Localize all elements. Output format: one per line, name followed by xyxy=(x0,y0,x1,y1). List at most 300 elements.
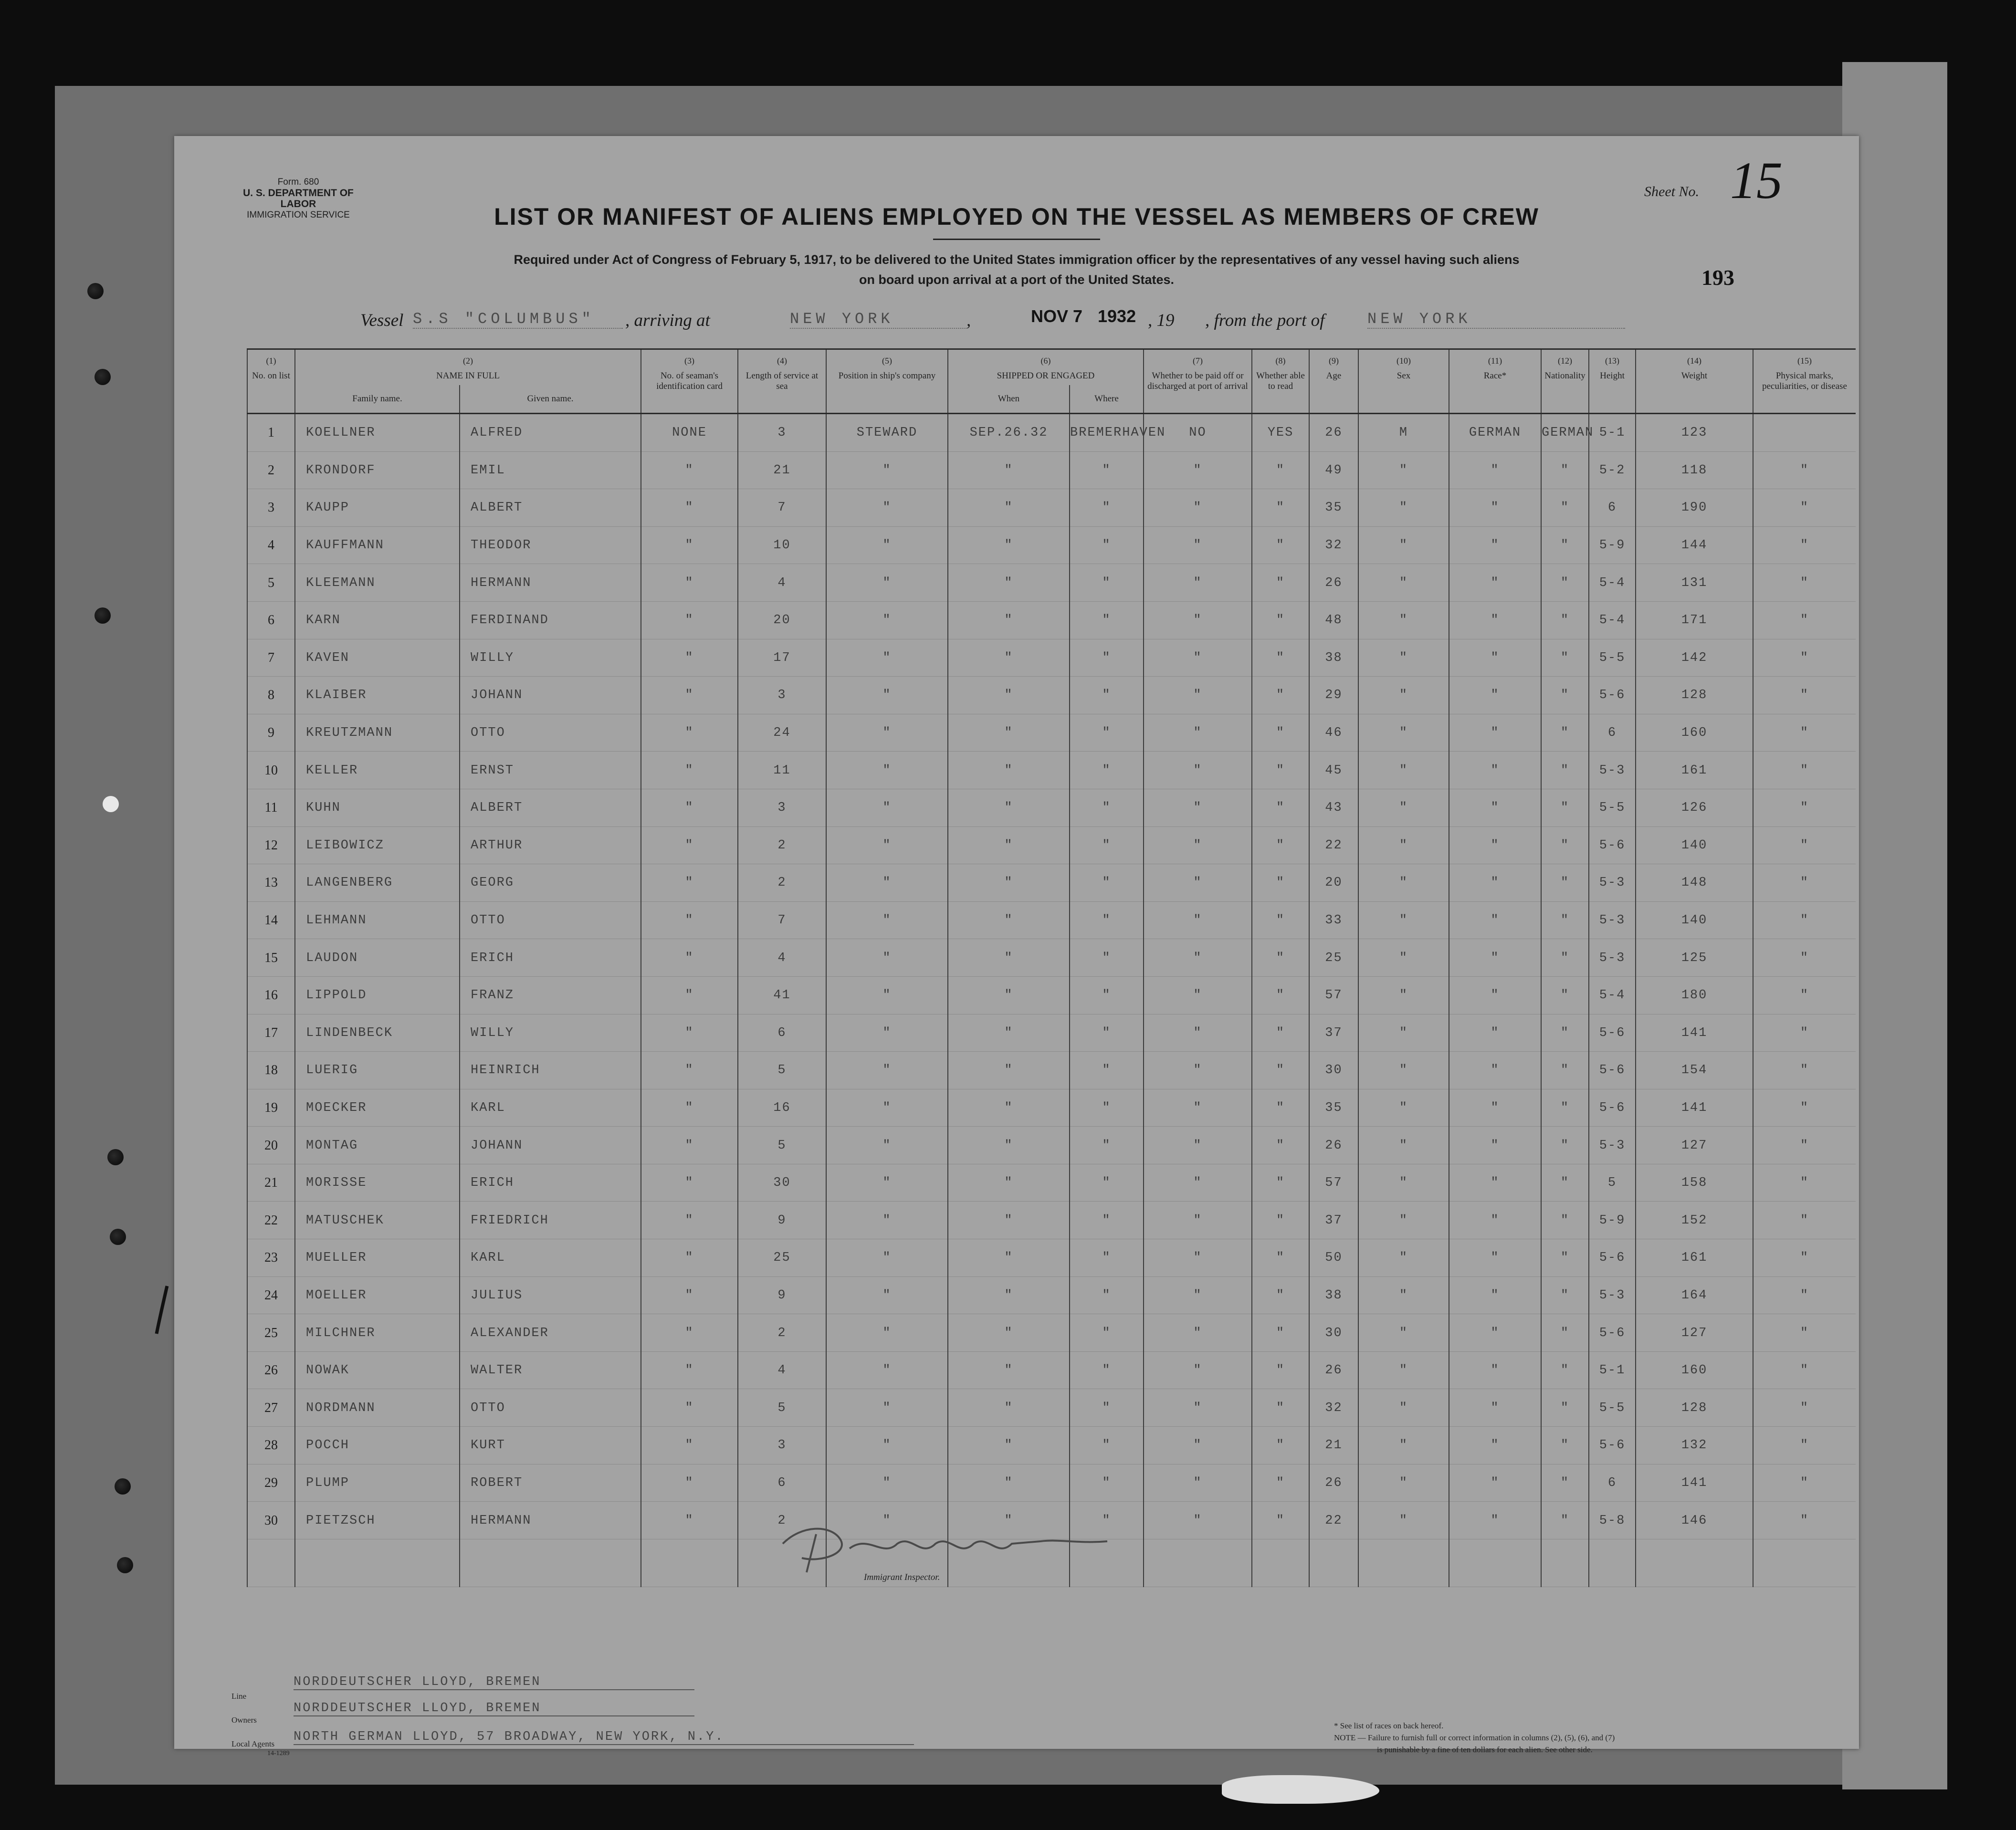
shipped-where-cell: " xyxy=(1070,864,1144,902)
blank-cell xyxy=(1309,1539,1358,1587)
id-card-cell: " xyxy=(641,1277,738,1315)
shipped-where-cell: " xyxy=(1070,902,1144,940)
family-name-cell: KARN xyxy=(295,602,460,639)
family-name-cell: LANGENBERG xyxy=(295,864,460,902)
shipped-when-cell: " xyxy=(948,1052,1070,1089)
sex-cell: " xyxy=(1358,977,1449,1014)
paid-off-cell: " xyxy=(1144,827,1252,865)
sex-cell: " xyxy=(1358,489,1449,527)
binder-hole xyxy=(117,1557,133,1573)
shipped-where-cell: " xyxy=(1070,977,1144,1014)
able-to-read-cell: " xyxy=(1252,1502,1309,1539)
shipped-where-cell: " xyxy=(1070,752,1144,789)
able-to-read-cell: " xyxy=(1252,1127,1309,1164)
length-of-service-cell: 3 xyxy=(738,677,826,714)
weight-cell: 141 xyxy=(1636,1464,1753,1502)
age-cell: 26 xyxy=(1309,564,1358,602)
age-cell: 30 xyxy=(1309,1052,1358,1089)
column-number: (12) xyxy=(1541,349,1589,367)
weight-cell: 126 xyxy=(1636,789,1753,827)
table-row xyxy=(247,452,1856,490)
sex-cell: " xyxy=(1358,1502,1449,1539)
height-cell: 5-4 xyxy=(1589,602,1636,639)
row-number-cell: 11 xyxy=(247,789,295,827)
physical-marks-cell xyxy=(1753,414,1856,452)
shipped-where-cell: " xyxy=(1070,714,1144,752)
table-row xyxy=(247,1202,1856,1239)
given-name-cell: ALBERT xyxy=(460,789,641,827)
length-of-service-cell: 24 xyxy=(738,714,826,752)
position-cell: STEWARD xyxy=(826,414,948,452)
table-row xyxy=(247,1052,1856,1089)
paid-off-cell: " xyxy=(1144,564,1252,602)
id-card-cell: " xyxy=(641,789,738,827)
table-row xyxy=(247,527,1856,565)
paid-off-cell: " xyxy=(1144,1427,1252,1464)
height-cell: 5 xyxy=(1589,1164,1636,1202)
table-row xyxy=(247,564,1856,602)
able-to-read-cell: " xyxy=(1252,789,1309,827)
height-cell: 5-2 xyxy=(1589,452,1636,490)
blank-cell xyxy=(641,1539,738,1587)
length-of-service-cell: 4 xyxy=(738,564,826,602)
nationality-cell: " xyxy=(1541,864,1589,902)
shipped-when-cell: " xyxy=(948,977,1070,1014)
title-rule xyxy=(933,239,1100,240)
sex-cell: " xyxy=(1358,564,1449,602)
age-cell: 35 xyxy=(1309,1089,1358,1127)
given-name-cell: KARL xyxy=(460,1239,641,1277)
height-cell: 5-4 xyxy=(1589,564,1636,602)
shipped-when-cell: " xyxy=(948,939,1070,977)
id-card-cell: " xyxy=(641,1352,738,1390)
paid-off-cell: " xyxy=(1144,977,1252,1014)
paid-off-cell: " xyxy=(1144,939,1252,977)
shipped-when-cell: " xyxy=(948,1014,1070,1052)
blank-cell xyxy=(247,1539,295,1587)
weight-cell: 140 xyxy=(1636,902,1753,940)
position-cell: " xyxy=(826,602,948,639)
length-of-service-cell: 9 xyxy=(738,1202,826,1239)
race-cell: " xyxy=(1449,1239,1541,1277)
length-of-service-cell: 5 xyxy=(738,1052,826,1089)
row-number-cell: 27 xyxy=(247,1389,295,1427)
shipped-when-cell: " xyxy=(948,1502,1070,1539)
physical-marks-cell: " xyxy=(1753,714,1856,752)
table-row xyxy=(247,977,1856,1014)
given-name-cell: OTTO xyxy=(460,1389,641,1427)
table-row xyxy=(247,1164,1856,1202)
nationality-cell: " xyxy=(1541,1502,1589,1539)
sex-cell: " xyxy=(1358,1202,1449,1239)
family-name-cell: PIETZSCH xyxy=(295,1502,460,1539)
line-value: NORDDEUTSCHER LLOYD, BREMEN xyxy=(294,1675,694,1690)
length-of-service-cell: 10 xyxy=(738,527,826,565)
row-number-cell: 9 xyxy=(247,714,295,752)
shipped-when-cell: SEP.26.32 xyxy=(948,414,1070,452)
height-cell: 5-6 xyxy=(1589,1014,1636,1052)
length-of-service-cell: 11 xyxy=(738,752,826,789)
physical-marks-cell: " xyxy=(1753,1014,1856,1052)
nationality-cell: " xyxy=(1541,1164,1589,1202)
document-subtitle xyxy=(379,250,1654,290)
department-name: U. S. DEPARTMENT OF LABOR xyxy=(243,188,354,209)
table-row xyxy=(247,1239,1856,1277)
vessel-name: S.S "COLUMBUS" xyxy=(413,310,623,329)
blank-cell xyxy=(1449,1539,1541,1587)
height-cell: 5-5 xyxy=(1589,639,1636,677)
from-port-label: , from the port of xyxy=(1205,311,1325,330)
length-of-service-cell: 4 xyxy=(738,939,826,977)
weight-cell: 160 xyxy=(1636,714,1753,752)
age-cell: 57 xyxy=(1309,1164,1358,1202)
id-card-cell: " xyxy=(641,639,738,677)
form-code: 14-1289 xyxy=(267,1750,290,1757)
table-row xyxy=(247,902,1856,940)
column-number: (10) xyxy=(1358,349,1449,367)
race-cell: " xyxy=(1449,1464,1541,1502)
height-cell: 5-6 xyxy=(1589,1089,1636,1127)
family-name-cell: MATUSCHEK xyxy=(295,1202,460,1239)
position-cell: " xyxy=(826,752,948,789)
row-number-cell: 12 xyxy=(247,827,295,865)
row-number-cell: 2 xyxy=(247,452,295,490)
family-name-cell: LUERIG xyxy=(295,1052,460,1089)
header-height: Height xyxy=(1589,367,1636,414)
race-cell: " xyxy=(1449,489,1541,527)
paid-off-cell: " xyxy=(1144,1389,1252,1427)
nationality-cell: " xyxy=(1541,452,1589,490)
shipped-where-cell: BREMERHAVEN xyxy=(1070,414,1144,452)
length-of-service-cell: 17 xyxy=(738,639,826,677)
shipped-when-cell: " xyxy=(948,789,1070,827)
shipped-when-cell: " xyxy=(948,1314,1070,1352)
manifest-sheet xyxy=(174,136,1859,1757)
sex-cell: " xyxy=(1358,1427,1449,1464)
sex-cell: " xyxy=(1358,1314,1449,1352)
length-of-service-cell: 6 xyxy=(738,1014,826,1052)
able-to-read-cell: " xyxy=(1252,977,1309,1014)
id-card-cell: " xyxy=(641,1427,738,1464)
physical-marks-cell: " xyxy=(1753,489,1856,527)
arriving-port: NEW YORK xyxy=(790,310,966,329)
id-card-cell: " xyxy=(641,677,738,714)
age-cell: 20 xyxy=(1309,864,1358,902)
family-name-cell: NORDMANN xyxy=(295,1389,460,1427)
shipped-when-cell: " xyxy=(948,827,1070,865)
nationality-cell: " xyxy=(1541,564,1589,602)
header-shipped-or-engaged: SHIPPED OR ENGAGED xyxy=(948,367,1144,385)
shipped-where-cell: " xyxy=(1070,677,1144,714)
paid-off-cell: " xyxy=(1144,1089,1252,1127)
row-number-cell: 28 xyxy=(247,1427,295,1464)
header-no-on-list: No. on list xyxy=(247,367,295,414)
length-of-service-cell: 5 xyxy=(738,1127,826,1164)
height-cell: 5-5 xyxy=(1589,1389,1636,1427)
local-agents-value: NORTH GERMAN LLOYD, 57 BROADWAY, NEW YORK, N.Y. xyxy=(294,1730,914,1745)
family-name-cell: NOWAK xyxy=(295,1352,460,1390)
nationality-cell: " xyxy=(1541,1389,1589,1427)
length-of-service-cell: 21 xyxy=(738,452,826,490)
position-cell: " xyxy=(826,1314,948,1352)
local-agents-label: Local Agents xyxy=(231,1739,275,1748)
family-name-cell: KLEEMANN xyxy=(295,564,460,602)
id-card-cell: " xyxy=(641,489,738,527)
physical-marks-cell: " xyxy=(1753,789,1856,827)
weight-cell: 190 xyxy=(1636,489,1753,527)
family-name-cell: MONTAG xyxy=(295,1127,460,1164)
weight-cell: 171 xyxy=(1636,602,1753,639)
table-row xyxy=(247,1389,1856,1427)
able-to-read-cell: " xyxy=(1252,1389,1309,1427)
sex-cell: " xyxy=(1358,939,1449,977)
age-cell: 29 xyxy=(1309,677,1358,714)
height-cell: 5-3 xyxy=(1589,1127,1636,1164)
row-number-cell: 29 xyxy=(247,1464,295,1502)
physical-marks-cell: " xyxy=(1753,1352,1856,1390)
paid-off-cell: " xyxy=(1144,1314,1252,1352)
nationality-cell: " xyxy=(1541,1202,1589,1239)
family-name-cell: KREUTZMANN xyxy=(295,714,460,752)
sex-cell: " xyxy=(1358,1277,1449,1315)
sex-cell: " xyxy=(1358,1239,1449,1277)
age-cell: 35 xyxy=(1309,489,1358,527)
column-number: (7) xyxy=(1144,349,1252,367)
header-age: Age xyxy=(1309,367,1358,414)
row-number-cell: 10 xyxy=(247,752,295,789)
id-card-cell: " xyxy=(641,1464,738,1502)
table-row xyxy=(247,827,1856,865)
able-to-read-cell: " xyxy=(1252,602,1309,639)
line-label: Line xyxy=(231,1692,247,1701)
sex-cell: " xyxy=(1358,752,1449,789)
margin-pen-mark xyxy=(153,1284,172,1336)
id-card-cell: NONE xyxy=(641,414,738,452)
shipped-when-cell: " xyxy=(948,752,1070,789)
position-cell: " xyxy=(826,452,948,490)
given-name-cell: JOHANN xyxy=(460,1127,641,1164)
arrival-year: 1932 xyxy=(1098,306,1136,326)
form-number: Form. 680 xyxy=(277,177,319,187)
subtitle-line-1: Required under Act of Congress of February 5, 1917, to be delivered to the United States immigration officer by the representatives of any vessel having such aliens xyxy=(514,252,1520,267)
column-number: (4) xyxy=(738,349,826,367)
physical-marks-cell: " xyxy=(1753,1502,1856,1539)
weight-cell: 132 xyxy=(1636,1427,1753,1464)
row-number-cell: 19 xyxy=(247,1089,295,1127)
shipped-where-cell: " xyxy=(1070,1014,1144,1052)
length-of-service-cell: 2 xyxy=(738,1314,826,1352)
physical-marks-cell: " xyxy=(1753,1089,1856,1127)
age-cell: 46 xyxy=(1309,714,1358,752)
shipped-when-cell: " xyxy=(948,1127,1070,1164)
physical-marks-cell: " xyxy=(1753,1202,1856,1239)
row-number-cell: 6 xyxy=(247,602,295,639)
nationality-cell: " xyxy=(1541,977,1589,1014)
races-note: * See list of races on back hereof. xyxy=(1334,1721,1444,1730)
sex-cell: " xyxy=(1358,714,1449,752)
age-cell: 37 xyxy=(1309,1202,1358,1239)
binder-hole xyxy=(94,369,111,385)
position-cell: " xyxy=(826,939,948,977)
table-row xyxy=(247,1464,1856,1502)
weight-cell: 141 xyxy=(1636,1089,1753,1127)
length-of-service-cell: 16 xyxy=(738,1089,826,1127)
age-cell: 30 xyxy=(1309,1314,1358,1352)
header-family-name: Family name. xyxy=(295,385,460,414)
age-cell: 26 xyxy=(1309,1352,1358,1390)
column-number: (9) xyxy=(1309,349,1358,367)
race-cell: " xyxy=(1449,939,1541,977)
header-name-in-full: NAME IN FULL xyxy=(295,367,641,385)
fine-note-line-2: is punishable by a fine of ten dollars for each alien. See other side. xyxy=(1377,1745,1593,1754)
shipped-when-cell: " xyxy=(948,1277,1070,1315)
column-number: (1) xyxy=(247,349,295,367)
arrival-date: NOV 7 xyxy=(1031,306,1083,326)
shipped-where-cell: " xyxy=(1070,1389,1144,1427)
nationality-cell: " xyxy=(1541,1427,1589,1464)
weight-cell: 144 xyxy=(1636,527,1753,565)
race-cell: " xyxy=(1449,1352,1541,1390)
row-number-cell: 18 xyxy=(247,1052,295,1089)
nationality-cell: " xyxy=(1541,789,1589,827)
shipped-when-cell: " xyxy=(948,1427,1070,1464)
length-of-service-cell: 20 xyxy=(738,602,826,639)
crew-rows xyxy=(247,414,1856,1587)
row-number-cell: 24 xyxy=(247,1277,295,1315)
given-name-cell: KURT xyxy=(460,1427,641,1464)
length-of-service-cell: 41 xyxy=(738,977,826,1014)
column-number: (6) xyxy=(948,349,1144,367)
owners-value: NORDDEUTSCHER LLOYD, BREMEN xyxy=(294,1701,694,1716)
family-name-cell: KELLER xyxy=(295,752,460,789)
sex-cell: " xyxy=(1358,902,1449,940)
sex-cell: " xyxy=(1358,827,1449,865)
id-card-cell: " xyxy=(641,714,738,752)
row-number-cell: 21 xyxy=(247,1164,295,1202)
age-cell: 32 xyxy=(1309,527,1358,565)
document-title: LIST OR MANIFEST OF ALIENS EMPLOYED ON THE VESSEL AS MEMBERS OF CREW xyxy=(494,203,1539,230)
weight-cell: 146 xyxy=(1636,1502,1753,1539)
family-name-cell: POCCH xyxy=(295,1427,460,1464)
given-name-cell: WILLY xyxy=(460,639,641,677)
height-cell: 5-5 xyxy=(1589,789,1636,827)
blank-cell xyxy=(460,1539,641,1587)
physical-marks-cell: " xyxy=(1753,1164,1856,1202)
fine-note-line-1: NOTE — Failure to furnish full or correct information in columns (2), (5), (6), and (7) xyxy=(1334,1733,1615,1742)
position-cell: " xyxy=(826,1277,948,1315)
inspector-signature xyxy=(773,1515,1117,1577)
shipped-where-cell: " xyxy=(1070,602,1144,639)
header-able-to-read: Whether able to read xyxy=(1252,367,1309,414)
height-cell: 5-6 xyxy=(1589,1427,1636,1464)
physical-marks-cell: " xyxy=(1753,1052,1856,1089)
shipped-when-cell: " xyxy=(948,602,1070,639)
able-to-read-cell: " xyxy=(1252,1352,1309,1390)
blank-cell xyxy=(1144,1539,1252,1587)
binder-hole xyxy=(110,1229,126,1245)
sex-cell: " xyxy=(1358,1127,1449,1164)
binder-hole xyxy=(107,1149,124,1165)
shipped-when-cell: " xyxy=(948,564,1070,602)
age-cell: 48 xyxy=(1309,602,1358,639)
sex-cell: " xyxy=(1358,1164,1449,1202)
weight-cell: 141 xyxy=(1636,1014,1753,1052)
table-row xyxy=(247,639,1856,677)
table-row xyxy=(247,864,1856,902)
id-card-cell: " xyxy=(641,752,738,789)
able-to-read-cell: " xyxy=(1252,864,1309,902)
able-to-read-cell: " xyxy=(1252,1089,1309,1127)
comma: , xyxy=(966,311,971,330)
id-card-cell: " xyxy=(641,602,738,639)
weight-cell: 140 xyxy=(1636,827,1753,865)
header-paid-off: Whether to be paid off or discharged at port of arrival xyxy=(1144,367,1252,414)
sex-cell: " xyxy=(1358,1052,1449,1089)
shipped-where-cell: " xyxy=(1070,1352,1144,1390)
nationality-cell: " xyxy=(1541,639,1589,677)
row-number-cell: 15 xyxy=(247,939,295,977)
position-cell: " xyxy=(826,1127,948,1164)
family-name-cell: KRONDORF xyxy=(295,452,460,490)
sex-cell: M xyxy=(1358,414,1449,452)
column-number: (3) xyxy=(641,349,738,367)
given-name-cell: ARTHUR xyxy=(460,827,641,865)
century-label: , 19 xyxy=(1148,311,1175,330)
shipped-when-cell: " xyxy=(948,1389,1070,1427)
id-card-cell: " xyxy=(641,1089,738,1127)
nationality-cell: " xyxy=(1541,1014,1589,1052)
height-cell: 5-1 xyxy=(1589,1352,1636,1390)
header-physical-marks: Physical marks, peculiarities, or disease xyxy=(1753,367,1856,414)
sex-cell: " xyxy=(1358,789,1449,827)
id-card-cell: " xyxy=(641,1239,738,1277)
given-name-cell: FERDINAND xyxy=(460,602,641,639)
able-to-read-cell: " xyxy=(1252,1277,1309,1315)
from-port: NEW YORK xyxy=(1367,310,1625,329)
paid-off-cell: " xyxy=(1144,752,1252,789)
able-to-read-cell: " xyxy=(1252,1164,1309,1202)
shipped-where-cell: " xyxy=(1070,1127,1144,1164)
position-cell: " xyxy=(826,1352,948,1390)
position-cell: " xyxy=(826,864,948,902)
position-cell: " xyxy=(826,564,948,602)
given-name-cell: HEINRICH xyxy=(460,1052,641,1089)
able-to-read-cell: " xyxy=(1252,489,1309,527)
blank-cell xyxy=(1358,1539,1449,1587)
id-card-cell: " xyxy=(641,564,738,602)
shipped-when-cell: " xyxy=(948,1464,1070,1502)
length-of-service-cell: 5 xyxy=(738,1389,826,1427)
height-cell: 5-1 xyxy=(1589,414,1636,452)
sex-cell: " xyxy=(1358,1464,1449,1502)
position-cell: " xyxy=(826,1052,948,1089)
paid-off-cell: NO xyxy=(1144,414,1252,452)
table-row xyxy=(247,789,1856,827)
sheet-number-label: Sheet No. xyxy=(1644,184,1699,199)
length-of-service-cell: 25 xyxy=(738,1239,826,1277)
immigrant-inspector-label: Immigrant Inspector. xyxy=(864,1572,940,1582)
owners-label: Owners xyxy=(231,1715,257,1725)
table-row xyxy=(247,414,1856,452)
paid-off-cell: " xyxy=(1144,1127,1252,1164)
shipped-when-cell: " xyxy=(948,527,1070,565)
row-number-cell: 26 xyxy=(247,1352,295,1390)
weight-cell: 152 xyxy=(1636,1202,1753,1239)
family-name-cell: MORISSE xyxy=(295,1164,460,1202)
weight-cell: 161 xyxy=(1636,752,1753,789)
nationality-cell: " xyxy=(1541,714,1589,752)
able-to-read-cell: " xyxy=(1252,1314,1309,1352)
